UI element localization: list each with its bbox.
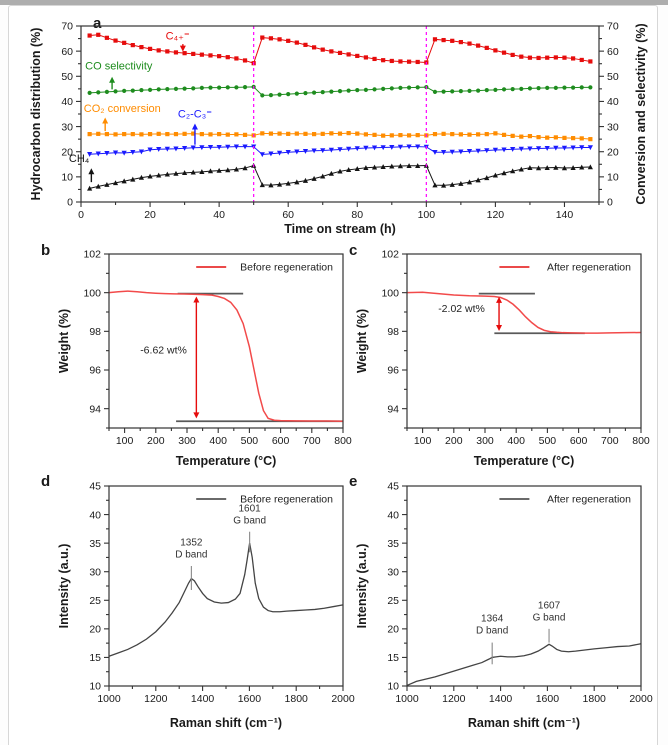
panel-label-b: b (41, 242, 51, 259)
svg-text:60: 60 (61, 45, 73, 58)
svg-text:15: 15 (89, 652, 101, 665)
svg-text:400: 400 (209, 435, 227, 447)
svg-text:98: 98 (387, 326, 399, 339)
svg-text:20: 20 (89, 623, 101, 636)
svg-text:102: 102 (381, 248, 399, 261)
svg-text:300: 300 (178, 435, 196, 447)
chart-d-raman-before-regeneration (53, 474, 357, 734)
svg-text:10: 10 (607, 171, 619, 184)
svg-text:100: 100 (83, 287, 101, 300)
svg-text:20: 20 (61, 146, 73, 159)
svg-text:1607: 1607 (537, 600, 561, 612)
panel-label-e: e (349, 473, 358, 490)
svg-text:1200: 1200 (442, 693, 466, 705)
svg-text:40: 40 (61, 96, 73, 109)
svg-text:Intensity (a.u.): Intensity (a.u.) (355, 543, 369, 629)
svg-text:Time on stream (h): Time on stream (h) (284, 222, 396, 236)
svg-text:100: 100 (381, 287, 399, 300)
svg-text:400: 400 (507, 435, 525, 447)
svg-text:800: 800 (632, 435, 650, 447)
svg-text:600: 600 (271, 435, 290, 447)
svg-text:-6.62 wt%: -6.62 wt% (140, 344, 187, 357)
svg-text:10: 10 (387, 680, 399, 693)
svg-text:200: 200 (445, 435, 463, 447)
svg-text:60: 60 (282, 209, 295, 221)
svg-text:D band: D band (175, 549, 208, 561)
svg-text:15: 15 (387, 652, 399, 665)
svg-text:70: 70 (607, 20, 619, 33)
svg-text:102: 102 (83, 248, 101, 261)
svg-text:25: 25 (89, 594, 101, 607)
svg-text:120: 120 (486, 209, 505, 221)
svg-text:Hydrocarbon distribution (%): Hydrocarbon distribution (%) (29, 27, 43, 201)
svg-text:C₄₊⁼: C₄₊⁼ (165, 30, 190, 43)
svg-text:700: 700 (303, 435, 321, 447)
chart-b-tga-before-regeneration (53, 242, 357, 472)
svg-text:Weight (%): Weight (%) (57, 308, 71, 374)
svg-text:30: 30 (387, 566, 399, 579)
svg-text:Temperature (°C): Temperature (°C) (473, 454, 575, 468)
svg-text:45: 45 (89, 480, 101, 493)
svg-text:200: 200 (147, 435, 165, 447)
svg-text:300: 300 (476, 435, 494, 447)
svg-text:1200: 1200 (144, 693, 168, 705)
svg-text:1000: 1000 (395, 693, 419, 705)
svg-text:1352: 1352 (180, 537, 203, 549)
svg-text:30: 30 (89, 566, 101, 579)
svg-text:1800: 1800 (582, 693, 606, 705)
svg-text:20: 20 (387, 623, 399, 636)
svg-text:50: 50 (607, 70, 619, 83)
svg-text:G band: G band (532, 612, 566, 624)
svg-text:1400: 1400 (190, 693, 215, 705)
svg-text:Weight (%): Weight (%) (355, 308, 369, 374)
svg-text:500: 500 (240, 435, 259, 447)
svg-text:94: 94 (387, 403, 399, 416)
svg-text:30: 30 (607, 121, 619, 134)
svg-text:Before regeneration: Before regeneration (240, 261, 333, 274)
svg-text:CO selectivity: CO selectivity (85, 60, 153, 73)
svg-text:Before regeneration: Before regeneration (240, 493, 333, 506)
svg-text:40: 40 (387, 509, 399, 522)
svg-text:2000: 2000 (331, 693, 355, 705)
svg-text:1600: 1600 (237, 693, 262, 705)
svg-text:50: 50 (61, 70, 73, 83)
chart-c-tga-after-regeneration (351, 242, 655, 472)
chart-e-raman-after-regeneration (351, 474, 655, 734)
svg-text:700: 700 (601, 435, 619, 447)
svg-text:140: 140 (555, 209, 574, 221)
panel-label-d: d (41, 473, 51, 490)
svg-text:0: 0 (67, 196, 73, 209)
svg-text:96: 96 (387, 364, 399, 377)
svg-text:Raman shift (cm⁻¹): Raman shift (cm⁻¹) (169, 716, 283, 730)
svg-text:1800: 1800 (284, 693, 308, 705)
figure-page (8, 5, 658, 745)
svg-text:0: 0 (78, 209, 84, 221)
svg-text:20: 20 (144, 209, 156, 221)
svg-text:800: 800 (334, 435, 352, 447)
svg-text:1601: 1601 (238, 503, 261, 515)
svg-text:Intensity (a.u.): Intensity (a.u.) (57, 543, 71, 629)
svg-text:Temperature (°C): Temperature (°C) (175, 454, 277, 468)
svg-text:98: 98 (89, 326, 101, 339)
svg-text:1400: 1400 (488, 693, 513, 705)
svg-text:0: 0 (607, 196, 613, 209)
svg-text:-2.02 wt%: -2.02 wt% (438, 303, 485, 315)
svg-text:70: 70 (61, 20, 73, 33)
svg-text:94: 94 (89, 403, 101, 416)
svg-text:60: 60 (607, 45, 619, 58)
svg-text:100: 100 (413, 435, 432, 447)
svg-text:Conversion and selectivity (%): Conversion and selectivity (%) (634, 23, 648, 205)
svg-text:Raman shift (cm⁻¹): Raman shift (cm⁻¹) (467, 716, 581, 730)
svg-text:100: 100 (417, 209, 436, 221)
svg-text:35: 35 (387, 537, 399, 550)
svg-text:30: 30 (61, 121, 73, 134)
svg-text:100: 100 (115, 435, 134, 447)
svg-text:10: 10 (89, 680, 101, 693)
svg-text:25: 25 (387, 594, 399, 607)
svg-text:40: 40 (89, 509, 101, 522)
svg-text:1600: 1600 (535, 693, 560, 705)
svg-text:D band: D band (476, 625, 509, 637)
svg-text:After regeneration: After regeneration (546, 261, 631, 274)
svg-text:20: 20 (607, 146, 619, 159)
svg-text:G band: G band (233, 515, 267, 527)
panel-label-c: c (349, 242, 358, 259)
svg-text:80: 80 (351, 209, 364, 221)
svg-text:After regeneration: After regeneration (546, 493, 631, 506)
panel-label-a: a (93, 15, 102, 32)
svg-text:500: 500 (538, 435, 557, 447)
svg-text:45: 45 (387, 480, 399, 493)
svg-text:1364: 1364 (481, 613, 504, 625)
svg-text:40: 40 (607, 96, 619, 109)
svg-text:1000: 1000 (97, 693, 121, 705)
svg-text:2000: 2000 (629, 693, 653, 705)
chart-a-time-on-stream (25, 14, 653, 240)
svg-text:CH₄: CH₄ (68, 152, 90, 165)
svg-text:600: 600 (569, 435, 588, 447)
svg-text:35: 35 (89, 537, 101, 550)
svg-text:96: 96 (89, 364, 101, 377)
svg-text:CO₂ conversion: CO₂ conversion (83, 102, 161, 115)
svg-text:40: 40 (213, 209, 225, 221)
svg-text:10: 10 (61, 171, 73, 184)
svg-text:C₂-C₃⁼: C₂-C₃⁼ (177, 108, 213, 121)
